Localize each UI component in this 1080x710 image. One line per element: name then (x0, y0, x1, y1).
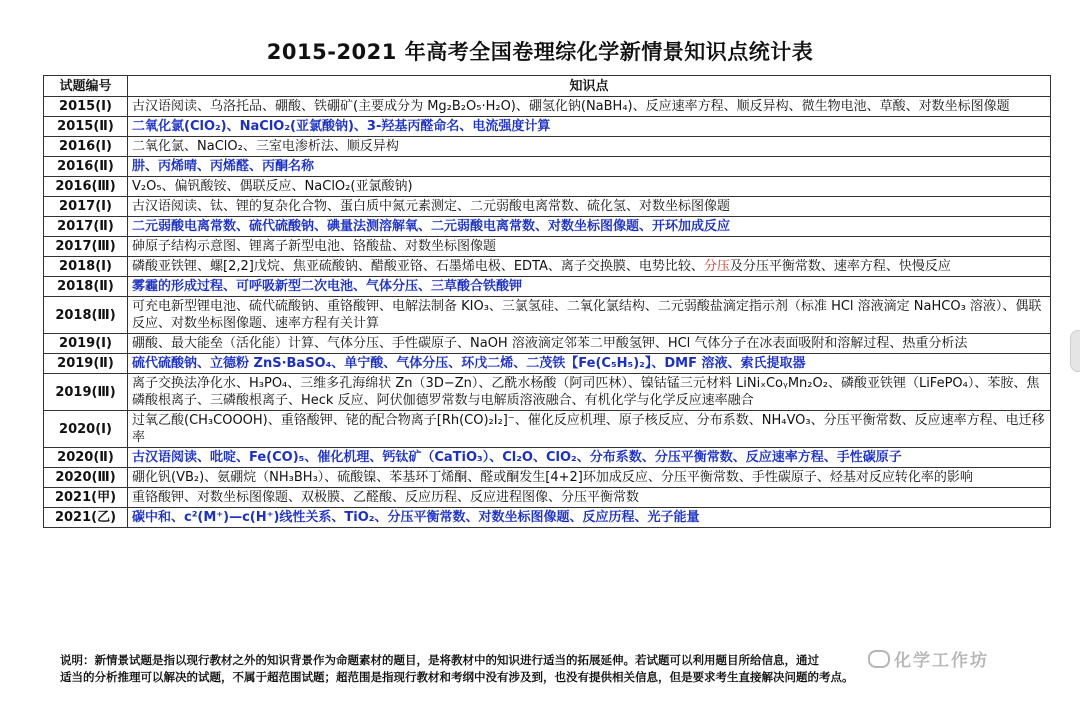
footnote-line: 说明：新情景试题是指以现行教材之外的知识背景作为命题素材的题目，是将教材中的知识进行适当的拓展延伸。若试题可以利用题目所给信息，通过 (60, 653, 819, 667)
table-row (44, 97, 1051, 117)
table-row (44, 411, 1051, 448)
exam-id-cell: 2018(Ⅰ) (44, 257, 128, 277)
table-row (44, 508, 1051, 528)
exam-id-cell: 2019(Ⅱ) (44, 354, 128, 374)
topics-cell: 硫代硫酸钠、立德粉 ZnS·BaSO₄、单宁酸、气体分压、环戊二烯、二茂铁【Fe(C₅H₅)₂】、DMF 溶液、索氏提取器 (128, 354, 1051, 374)
table-row (44, 197, 1051, 217)
topics-cell (128, 257, 1051, 277)
topics-cell: 肼、丙烯晴、丙烯醛、丙酮名称 (128, 157, 1051, 177)
exam-id-cell: 2018(Ⅲ) (44, 297, 128, 334)
exam-id-cell: 2018(Ⅱ) (44, 277, 128, 297)
topics-cell: 重铬酸钾、对数坐标图像题、双极膜、乙醛酸、反应历程、反应进程图像、分压平衡常数 (128, 488, 1051, 508)
topics-text: 磷酸亚铁锂、螺[2,2]戊烷、焦亚硫酸钠、醋酸亚铬、石墨烯电极、EDTA、离子交换膜、电势比较、 (132, 259, 704, 274)
table-row (44, 297, 1051, 334)
topics-text: 及分压平衡常数、速率方程、快慢反应 (729, 259, 951, 274)
topics-cell: 砷原子结构示意图、锂离子新型电池、铬酸盐、对数坐标图像题 (128, 237, 1051, 257)
knowledge-point-table (43, 75, 1051, 528)
table-header-row (44, 76, 1051, 97)
exam-id-cell: 2020(Ⅰ) (44, 411, 128, 448)
exam-id-cell: 2017(Ⅲ) (44, 237, 128, 257)
table-row (44, 157, 1051, 177)
column-header-exam-id: 试题编号 (44, 76, 128, 97)
topics-cell: 碳中和、c²(M⁺)—c(H⁺)线性关系、TiO₂、分压平衡常数、对数坐标图像题、反应历程、光子能量 (128, 508, 1051, 528)
highlighted-topic: 分压 (703, 259, 730, 274)
exam-id-cell: 2019(Ⅰ) (44, 334, 128, 354)
topics-cell: 离子交换法净化水、H₃PO₄、三维多孔海绵状 Zn（3D−Zn）、乙酰水杨酸（阿司匹林）、镍钴锰三元材料 LiNiₓCoᵧMn₂O₂、磷酸亚铁锂（LiFePO₄）、苯胺、焦磷酸根离子、三磷酸根离子、Heck 反应、阿伏伽德罗常数与电解质溶液融合、有机化学与化学反应速率融合 (128, 374, 1051, 411)
table-row (44, 137, 1051, 157)
table-row (44, 217, 1051, 237)
table-row (44, 277, 1051, 297)
footnote-line: 适当的分析推理可以解决的试题，不属于超范围试题；超范围是指现行教材和考纲中没有涉及到，也没有提供相关信息，但是要求考生直接解决问题的考点。 (60, 670, 854, 684)
table-row (44, 488, 1051, 508)
watermark (868, 646, 989, 671)
wechat-icon (868, 650, 890, 668)
exam-id-cell: 2021(甲) (44, 488, 128, 508)
topics-cell: V₂O₅、偏钒酸铵、偶联反应、NaClO₂(亚氯酸钠) (128, 177, 1051, 197)
exam-id-cell: 2015(Ⅰ) (44, 97, 128, 117)
column-header-topics: 知识点 (128, 76, 1051, 97)
topics-cell: 硼化钒(VB₂)、氨硼烷（NH₃BH₃）、硫酸镍、苯基环丁烯酮、醛或酮发生[4+2]环加成反应、分压平衡常数、手性碳原子、烃基对反应转化率的影响 (128, 468, 1051, 488)
exam-id-cell: 2016(Ⅱ) (44, 157, 128, 177)
topics-cell: 古汉语阅读、钛、锂的复杂化合物、蛋白质中氮元素测定、二元弱酸电离常数、硫化氢、对数坐标图像题 (128, 197, 1051, 217)
table-row (44, 257, 1051, 277)
exam-id-cell: 2017(Ⅰ) (44, 197, 128, 217)
watermark-text: 化学工作坊 (894, 651, 989, 671)
topics-cell: 古汉语阅读、吡啶、Fe(CO)₅、催化机理、钙钛矿（CaTiO₃）、Cl₂O、ClO₂、分布系数、分压平衡常数、反应速率方程、手性碳原子 (128, 448, 1051, 468)
exam-id-cell: 2015(Ⅱ) (44, 117, 128, 137)
table-row (44, 448, 1051, 468)
topics-cell: 古汉语阅读、乌洛托品、硼酸、铁硼矿(主要成分为 Mg₂B₂O₅·H₂O)、硼氢化钠(NaBH₄)、反应速率方程、顺反异构、微生物电池、草酸、对数坐标图像题 (128, 97, 1051, 117)
topics-cell: 过氧乙酸(CH₃COOOH)、重铬酸钾、铑的配合物离子[Rh(CO)₂I₂]⁻、催化反应机理、原子核反应、分布系数、NH₄VO₃、分压平衡常数、反应速率方程、电迁移率 (128, 411, 1051, 448)
table-row (44, 117, 1051, 137)
table-row (44, 354, 1051, 374)
side-scroll-handle[interactable] (1070, 330, 1080, 372)
exam-id-cell: 2021(乙) (44, 508, 128, 528)
topics-cell: 雾霾的形成过程、可呼吸新型二次电池、气体分压、三草酸合铁酸钾 (128, 277, 1051, 297)
exam-id-cell: 2016(Ⅲ) (44, 177, 128, 197)
table-row (44, 468, 1051, 488)
topics-cell: 硼酸、最大能垒（活化能）计算、气体分压、手性碳原子、NaOH 溶液滴定邻苯二甲酸氢钾、HCl 气体分子在冰表面吸附和溶解过程、热重分析法 (128, 334, 1051, 354)
exam-id-cell: 2020(Ⅱ) (44, 448, 128, 468)
exam-id-cell: 2016(Ⅰ) (44, 137, 128, 157)
topics-cell: 二氧化氯、NaClO₂、三室电渗析法、顺反异构 (128, 137, 1051, 157)
page-title: 2015-2021 年高考全国卷理综化学新情景知识点统计表 (266, 40, 814, 64)
topics-cell: 二氧化氯(ClO₂)、NaClO₂(亚氯酸钠)、3-羟基丙醛命名、电流强度计算 (128, 117, 1051, 137)
topics-cell: 二元弱酸电离常数、硫代硫酸钠、碘量法测溶解氧、二元弱酸电离常数、对数坐标图像题、开环加成反应 (128, 217, 1051, 237)
table-row (44, 374, 1051, 411)
topics-cell: 可充电新型锂电池、硫代硫酸钠、重铬酸钾、电解法制备 KIO₃、三氯氢硅、二氧化氯结构、二元弱酸盐滴定指示剂（标准 HCl 溶液滴定 NaHCO₃ 溶液）、偶联反应、对数坐标图像题、速率方程有关计算 (128, 297, 1051, 334)
exam-id-cell: 2017(Ⅱ) (44, 217, 128, 237)
exam-id-cell: 2020(Ⅲ) (44, 468, 128, 488)
table-row (44, 237, 1051, 257)
exam-id-cell: 2019(Ⅲ) (44, 374, 128, 411)
table-row (44, 177, 1051, 197)
table-row (44, 334, 1051, 354)
